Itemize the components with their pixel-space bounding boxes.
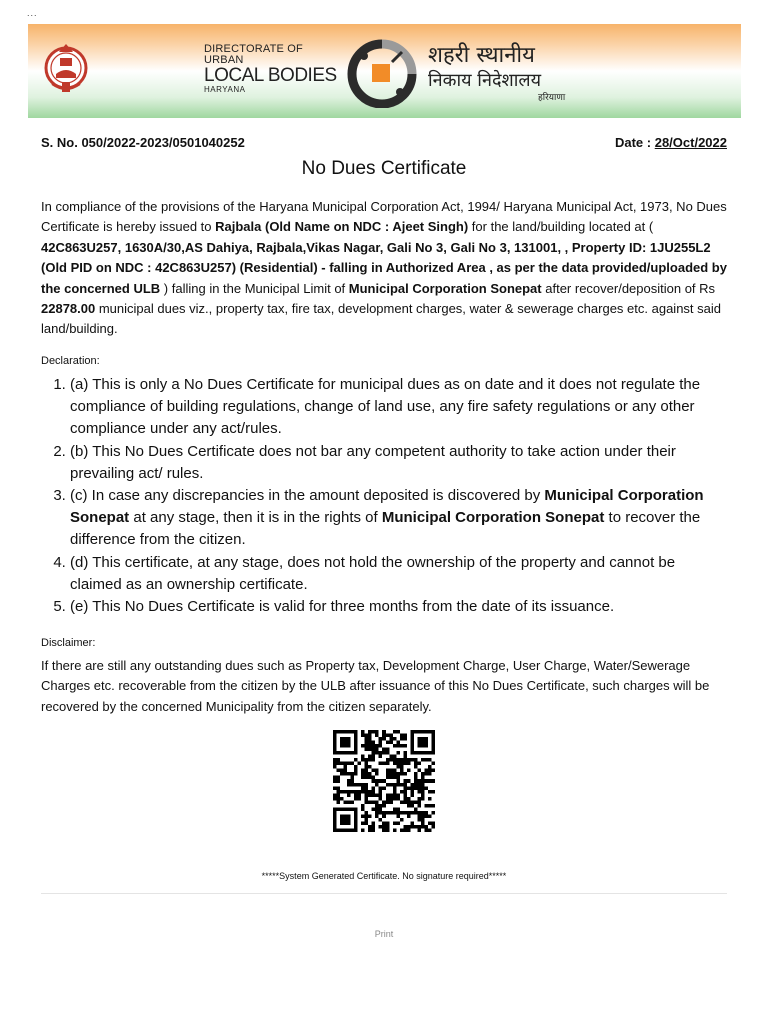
disclaimer-text: If there are still any outstanding dues such as Property tax, Development Charge, User Charge, Water/Sewerage Charges etc. recoverable from the citizen by the ULB after issuance of this No Dues Certificate, such charges will be recovered by the concerned Municipality from the citizen separately.	[41, 658, 710, 714]
hindi-line3: हरियाणा	[538, 93, 566, 103]
certificate-body	[41, 197, 731, 340]
haryana-emblem-icon	[42, 38, 90, 96]
directorate-line2: LOCAL BODIES	[204, 65, 337, 86]
divider	[41, 893, 727, 894]
serial-number: S. No. 050/2022-2023/0501040252	[41, 135, 245, 150]
hindi-line2: निकाय निदेशालय	[428, 70, 542, 91]
date-value: 28/Oct/2022	[654, 135, 727, 150]
directorate-logo-text	[204, 44, 340, 98]
declaration-item-3-municipality-b: Municipal Corporation Sonepat	[381, 509, 605, 527]
print-link[interactable]: Print	[374, 929, 394, 939]
declaration-item-2: 2. (b) This No Dues Certificate does not bar any competent authority to take action under their prevailing act/ rules.	[70, 441, 730, 485]
declaration-item-3-municipality-a: Municipal Corporation Sonepat	[70, 487, 704, 527]
declaration-heading: Declaration:	[41, 355, 100, 367]
body-text-5: municipal dues viz., property tax, fire tax, development charges, water & sewerage charges etc. against said land/building.	[41, 301, 721, 337]
body-text-3: ) falling in the Municipal Limit of	[160, 280, 349, 296]
declaration-item-3-text-c: at any stage, then it is in the rights of	[129, 509, 382, 527]
qr-finder-pattern	[333, 807, 358, 832]
body-text-1: In compliance of the provisions of the Haryana Municipal Corporation Act, 1994/ Haryana Municipal Act, 1973, No Dues Certificate is hereby issued to	[41, 199, 727, 235]
declaration-item-4: 4. (d) This certificate, at any stage, does not hold the ownership of the property and cannot be claimed as an ownership certificate.	[70, 552, 730, 596]
header-banner	[28, 24, 741, 118]
declaration-item-3-text-e: to recover the difference from the citizen.	[70, 509, 701, 549]
hindi-logo-text	[426, 38, 584, 104]
hindi-line1: शहरी स्थानीय	[428, 43, 535, 68]
body-text-2: for the land/building located at (	[468, 219, 654, 235]
top-dots: ...	[27, 8, 38, 18]
owner-name: Rajbala (Old Name on NDC : Ajeet Singh)	[215, 219, 469, 235]
declaration-item-5: 5. (e) This No Dues Certificate is valid for three months from the date of its issuance.	[70, 596, 730, 618]
directorate-line3: HARYANA	[204, 85, 246, 94]
qr-code-icon	[330, 730, 438, 832]
certificate-date	[615, 135, 727, 150]
body-text-4: after recover/deposition of Rs	[541, 280, 716, 296]
declaration-item-1: 1. (a) This is only a No Dues Certificate for municipal dues as on date and it does not regulate the compliance of building regulations, change of land use, any fire safety regulations or any other compliance under any act/rules.	[70, 374, 730, 441]
property-details: 42C863U257, 1630A/30,AS Dahiya, Rajbala,Vikas Nagar, Gali No 3, Gali No 3, 131001, , Property ID: 1JU255L2 (Old PID on NDC : 42C863U257) (Residential) - falling in Authorized Area , as per the data provided/uploaded by the concerned ULB	[41, 239, 727, 296]
declaration-list	[30, 374, 730, 618]
qr-finder-pattern	[333, 730, 358, 755]
page-title: No Dues Certificate	[301, 158, 467, 179]
disclaimer-heading: Disclaimer:	[41, 637, 96, 649]
amount-deposited: 22878.00	[41, 301, 96, 317]
directorate-line1: DIRECTORATE OF URBAN	[204, 43, 303, 66]
ulb-logo-icon	[342, 38, 422, 108]
date-label: Date :	[614, 135, 655, 150]
declaration-item-3-text-a: (c) In case any discrepancies in the amount deposited is discovered by	[70, 487, 545, 505]
declaration-item-3	[70, 485, 730, 552]
municipality-name: Municipal Corporation Sonepat	[348, 280, 542, 296]
system-generated-note: *****System Generated Certificate. No signature required*****	[261, 871, 507, 881]
qr-finder-pattern	[410, 730, 435, 755]
